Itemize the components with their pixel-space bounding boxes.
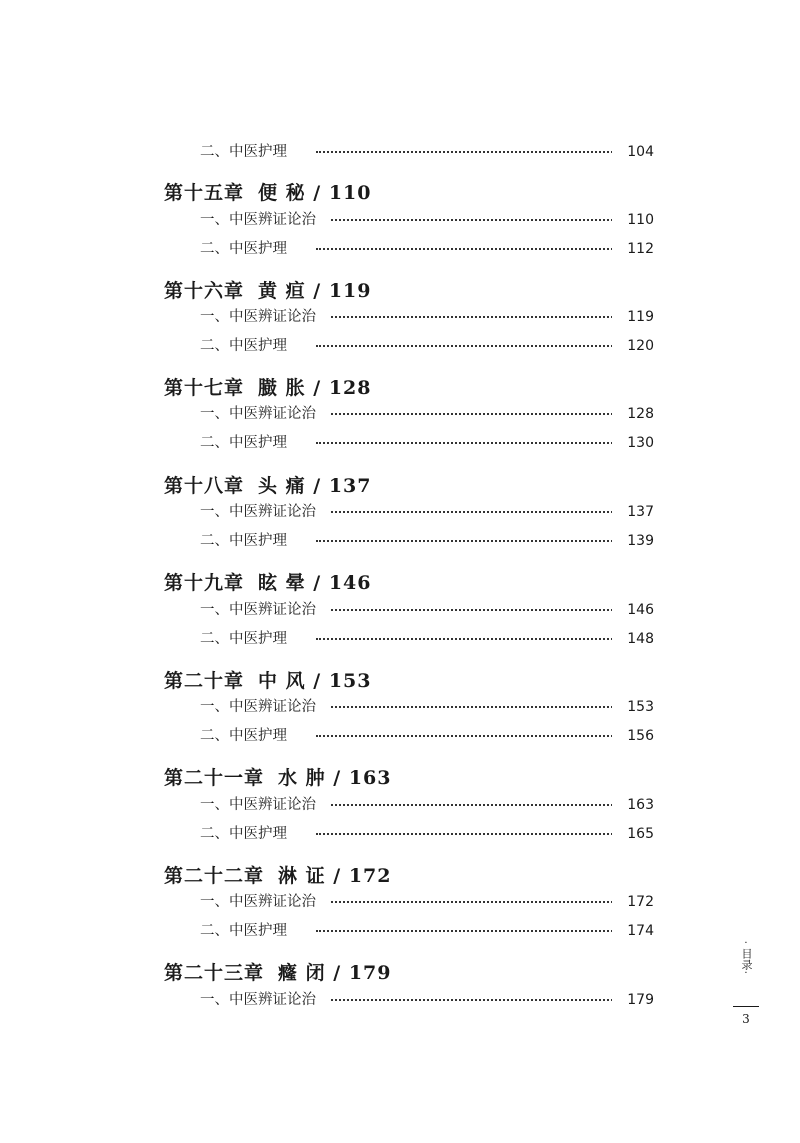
chapter-heading[interactable] bbox=[164, 280, 371, 302]
toc-entry-page: 165 bbox=[612, 824, 654, 844]
dot-leader bbox=[316, 413, 620, 415]
chapter-title: 便 秘 bbox=[258, 182, 306, 204]
toc-entry-page: 128 bbox=[612, 404, 654, 424]
toc-entry[interactable] bbox=[0, 142, 800, 162]
toc-entry-label: 一、中医辨证论治 bbox=[200, 697, 330, 717]
dot-leader bbox=[316, 735, 620, 737]
dot-leader bbox=[316, 930, 620, 932]
toc-entry-label: 二、中医护理 bbox=[200, 433, 301, 453]
chapter-page: / 179 bbox=[333, 962, 392, 984]
chapter-title: 臌 胀 bbox=[258, 377, 306, 399]
toc-entry-label: 一、中医辨证论治 bbox=[200, 502, 330, 522]
toc-entry-page: 137 bbox=[612, 502, 654, 522]
chapter-number: 第二十章 bbox=[164, 670, 245, 692]
chapter-page: / 146 bbox=[313, 572, 372, 594]
toc-entry-page: 146 bbox=[612, 600, 654, 620]
dot-leader bbox=[316, 442, 620, 444]
toc-entry-page: 153 bbox=[612, 697, 654, 717]
dot-leader bbox=[316, 316, 620, 318]
toc-entry-label: 一、中医辨证论治 bbox=[200, 990, 330, 1010]
chapter-number: 第十七章 bbox=[164, 377, 245, 399]
margin-rule bbox=[733, 1006, 759, 1007]
chapter-heading[interactable] bbox=[164, 475, 371, 497]
toc-entry-label: 二、中医护理 bbox=[200, 531, 301, 551]
chapter-page: / 128 bbox=[313, 377, 372, 399]
chapter-number: 第十八章 bbox=[164, 475, 245, 497]
chapter-page: / 119 bbox=[313, 280, 372, 302]
toc-entry[interactable] bbox=[0, 990, 800, 1010]
toc-entry-label: 二、中医护理 bbox=[200, 921, 301, 941]
toc-entry-label: 一、中医辨证论治 bbox=[200, 210, 330, 230]
chapter-heading[interactable] bbox=[164, 767, 391, 789]
toc-entry[interactable] bbox=[0, 824, 800, 844]
chapter-page: / 153 bbox=[313, 670, 372, 692]
chapter-heading[interactable] bbox=[164, 865, 391, 887]
dot-leader bbox=[316, 540, 620, 542]
toc-entry-page: 139 bbox=[612, 531, 654, 551]
chapter-page: / 110 bbox=[313, 182, 372, 204]
toc-entry-label: 二、中医护理 bbox=[200, 824, 301, 844]
margin-label-text: 目录 bbox=[740, 948, 753, 970]
toc-entry-page: 110 bbox=[612, 210, 654, 230]
dot-leader bbox=[316, 248, 620, 250]
toc-entry-page: 112 bbox=[612, 239, 654, 259]
toc-entry-page: 120 bbox=[612, 336, 654, 356]
toc-entry-label: 二、中医护理 bbox=[200, 142, 301, 162]
toc-entry-page: 119 bbox=[612, 307, 654, 327]
toc-entry[interactable] bbox=[0, 502, 800, 522]
chapter-number: 第十六章 bbox=[164, 280, 245, 302]
dot-leader bbox=[316, 609, 620, 611]
toc-entry-label: 一、中医辨证论治 bbox=[200, 600, 330, 620]
chapter-number: 第二十三章 bbox=[164, 962, 265, 984]
dot-leader bbox=[316, 219, 620, 221]
chapter-heading[interactable] bbox=[164, 962, 391, 984]
toc-entry[interactable] bbox=[0, 336, 800, 356]
toc-entry[interactable] bbox=[0, 210, 800, 230]
toc-entry-page: 156 bbox=[612, 726, 654, 746]
toc-entry-page: 148 bbox=[612, 629, 654, 649]
dot-leader bbox=[316, 151, 620, 153]
chapter-heading[interactable] bbox=[164, 572, 371, 594]
dot-leader bbox=[316, 345, 620, 347]
toc-entry-page: 174 bbox=[612, 921, 654, 941]
chapter-title: 癃 闭 bbox=[278, 962, 326, 984]
chapter-title: 中 风 bbox=[258, 670, 306, 692]
toc-entry-label: 二、中医护理 bbox=[200, 726, 301, 746]
chapter-page: / 172 bbox=[333, 865, 392, 887]
dot-leader bbox=[316, 833, 620, 835]
toc-entry[interactable] bbox=[0, 726, 800, 746]
chapter-title: 黄 疸 bbox=[258, 280, 306, 302]
chapter-page: / 163 bbox=[333, 767, 392, 789]
toc-entry-label: 二、中医护理 bbox=[200, 629, 301, 649]
toc-entry[interactable] bbox=[0, 307, 800, 327]
toc-entry[interactable] bbox=[0, 795, 800, 815]
chapter-page: / 137 bbox=[313, 475, 372, 497]
toc-entry[interactable] bbox=[0, 404, 800, 424]
dot-leader bbox=[316, 999, 620, 1001]
chapter-heading[interactable] bbox=[164, 670, 371, 692]
chapter-title: 头 痛 bbox=[258, 475, 306, 497]
chapter-number: 第十九章 bbox=[164, 572, 245, 594]
toc-entry[interactable] bbox=[0, 921, 800, 941]
toc-entry[interactable] bbox=[0, 531, 800, 551]
toc-entry-label: 一、中医辨证论治 bbox=[200, 307, 330, 327]
dot-leader bbox=[316, 706, 620, 708]
toc-entry[interactable] bbox=[0, 892, 800, 912]
chapter-heading[interactable] bbox=[164, 377, 371, 399]
toc-entry-label: 二、中医护理 bbox=[200, 336, 301, 356]
toc-entry-label: 一、中医辨证论治 bbox=[200, 892, 330, 912]
chapter-number: 第二十二章 bbox=[164, 865, 265, 887]
toc-entry-page: 172 bbox=[612, 892, 654, 912]
toc-entry-page: 104 bbox=[612, 142, 654, 162]
page-number: 3 bbox=[742, 1012, 750, 1026]
toc-entry-page: 179 bbox=[612, 990, 654, 1010]
chapter-title: 眩 晕 bbox=[258, 572, 306, 594]
chapter-number: 第十五章 bbox=[164, 182, 245, 204]
dot-leader bbox=[316, 901, 620, 903]
toc-entry-label: 一、中医辨证论治 bbox=[200, 795, 330, 815]
margin-section-label: · 目录 · bbox=[740, 938, 753, 979]
toc-entry-label: 二、中医护理 bbox=[200, 239, 301, 259]
chapter-number: 第二十一章 bbox=[164, 767, 265, 789]
dot-leader bbox=[316, 511, 620, 513]
toc-entry[interactable] bbox=[0, 697, 800, 717]
chapter-heading[interactable] bbox=[164, 182, 371, 204]
chapter-title: 淋 证 bbox=[278, 865, 326, 887]
toc-entry[interactable] bbox=[0, 629, 800, 649]
toc-entry[interactable] bbox=[0, 433, 800, 453]
toc-entry-label: 一、中医辨证论治 bbox=[200, 404, 330, 424]
dot-leader bbox=[316, 638, 620, 640]
chapter-title: 水 肿 bbox=[278, 767, 326, 789]
toc-entry[interactable] bbox=[0, 600, 800, 620]
dot-leader bbox=[316, 804, 620, 806]
toc-entry[interactable] bbox=[0, 239, 800, 259]
toc-entry-page: 130 bbox=[612, 433, 654, 453]
toc-entry-page: 163 bbox=[612, 795, 654, 815]
